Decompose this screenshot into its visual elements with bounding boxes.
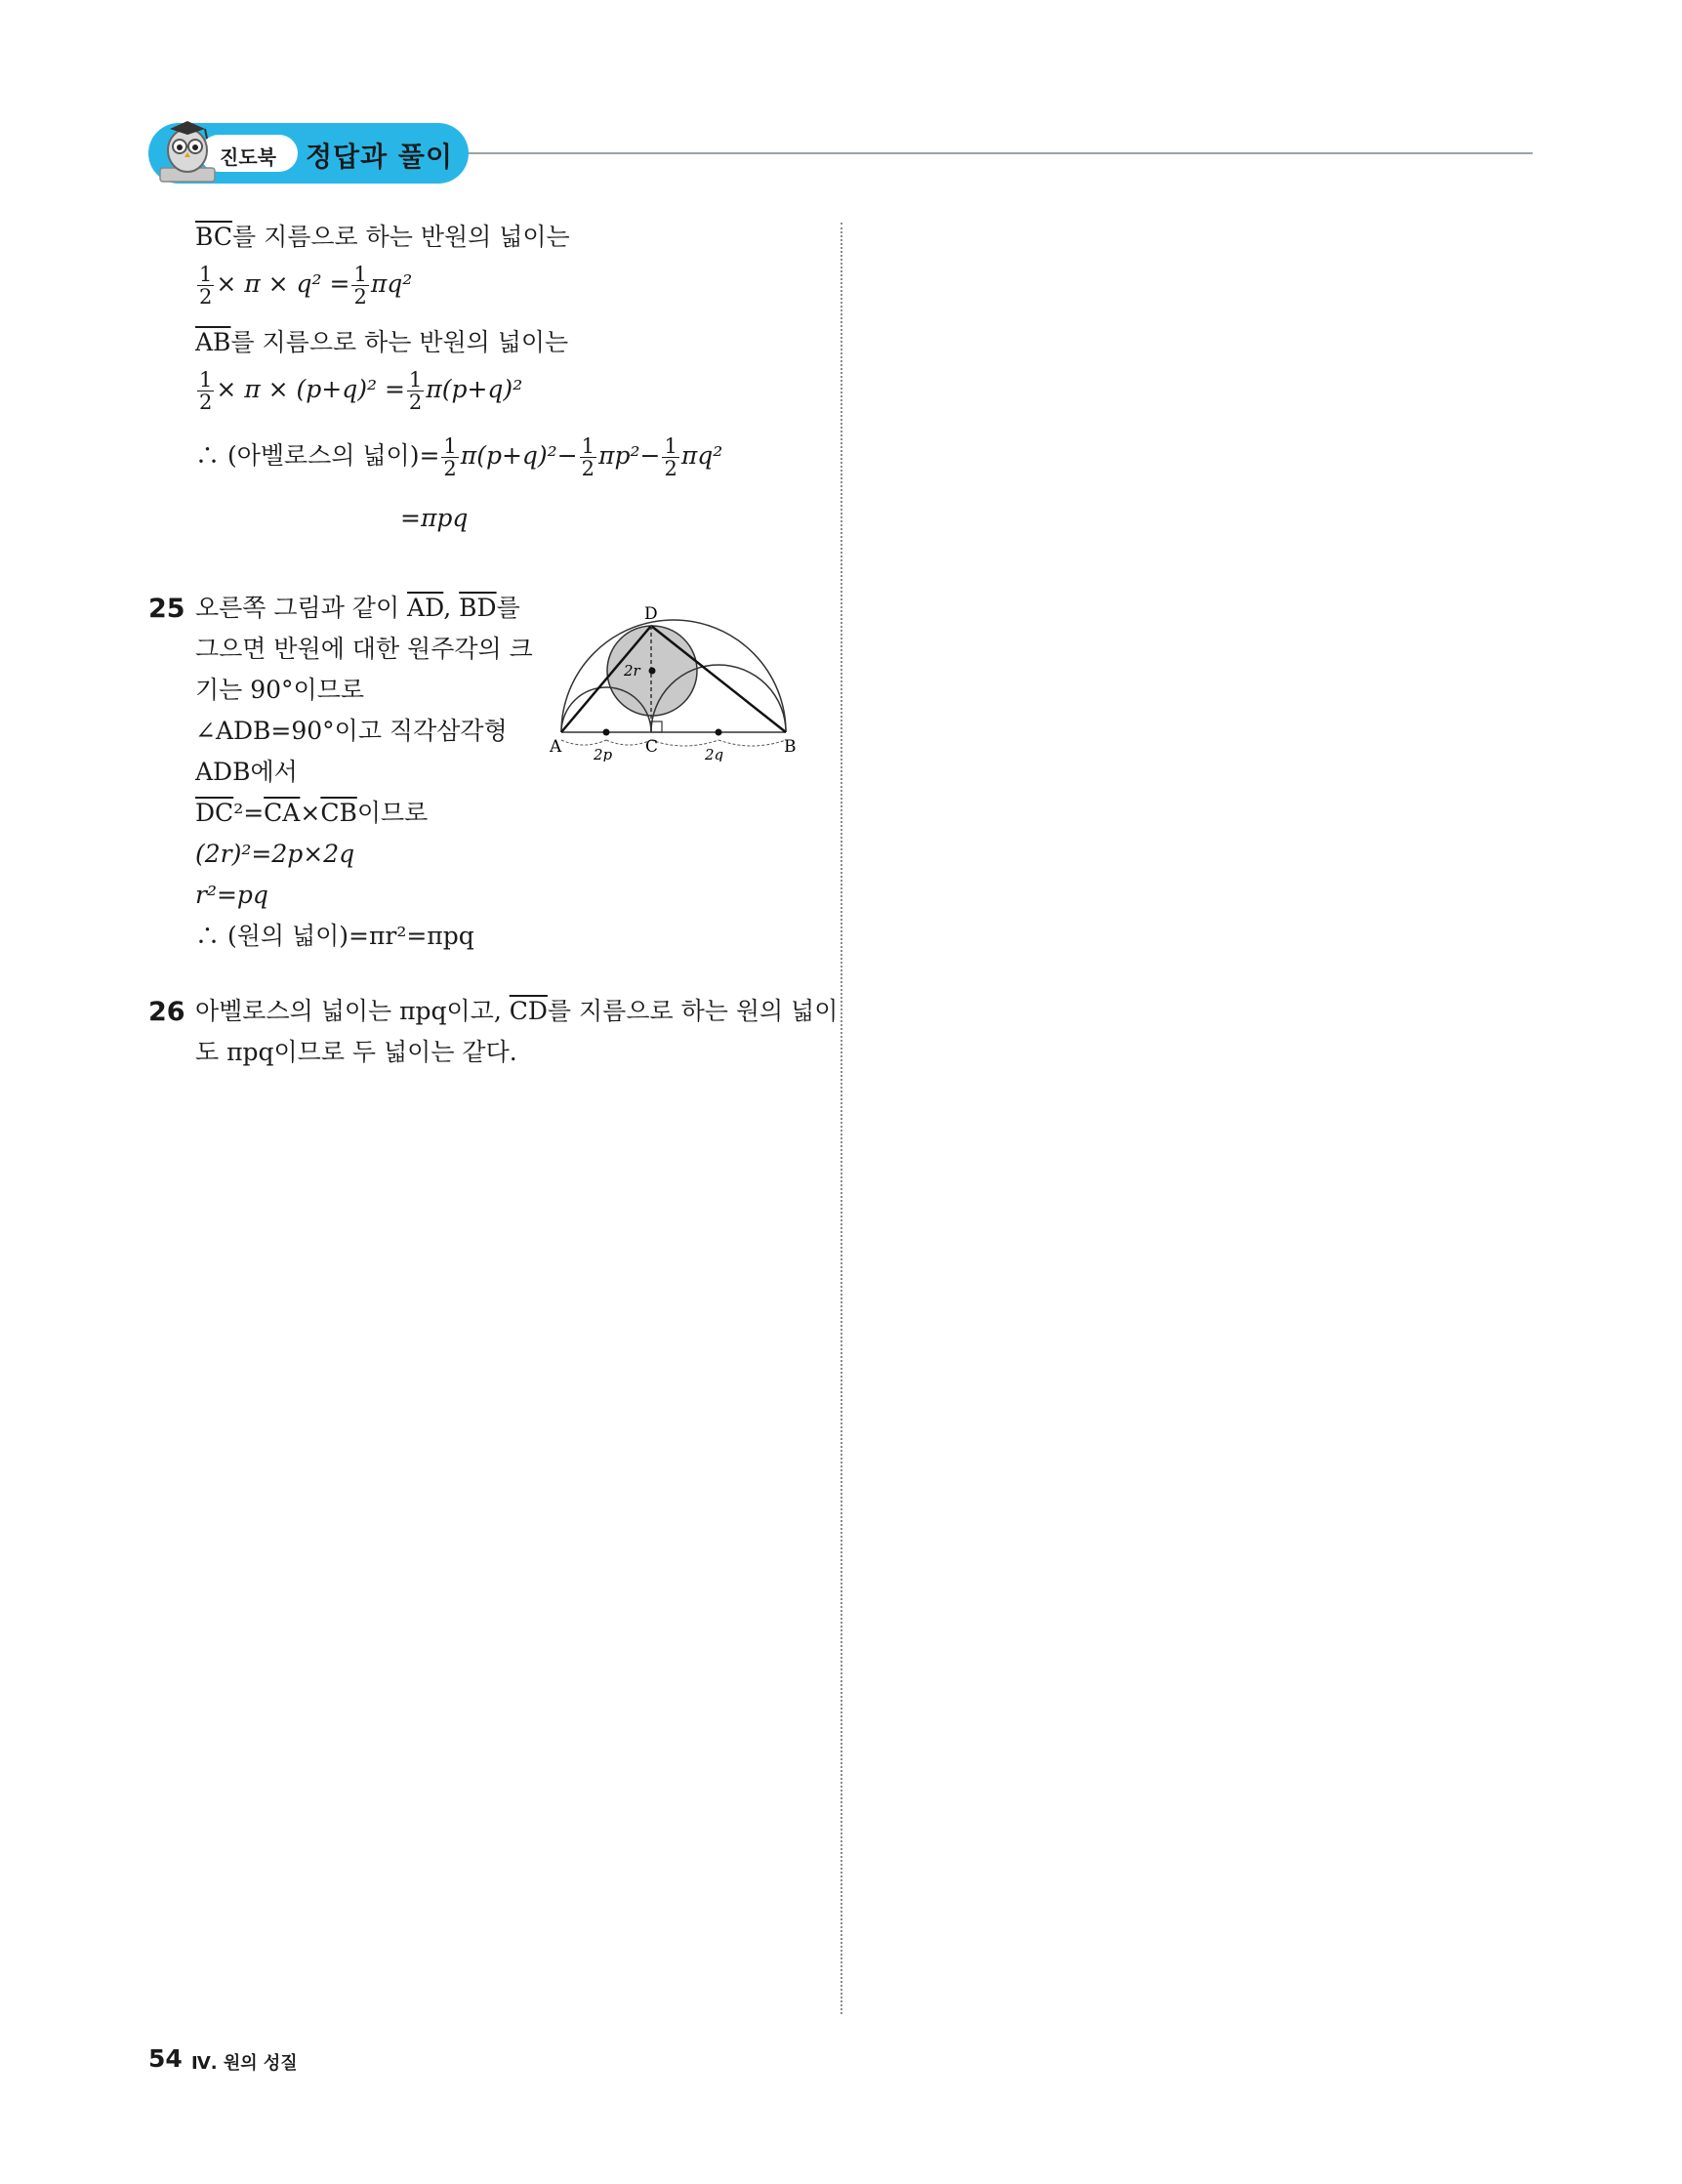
segment-ca: $\overline{CA}$	[264, 799, 301, 827]
q25-line6	[195, 801, 428, 825]
left-center-dot	[603, 729, 610, 736]
s24-eq3-prefix: ∴ (아벨로스의 넓이)=	[195, 441, 440, 471]
q25-line1-c: 를	[496, 594, 520, 622]
chapter-label: Ⅳ. 원의 성질	[191, 2053, 298, 2074]
segment-cb: $\overline{CB}$	[320, 799, 357, 827]
owl-mascot-icon	[156, 117, 219, 187]
fraction-half: $\frac{1}{2}$	[199, 263, 213, 309]
q25-line3: 기는 90°이므로	[195, 676, 365, 704]
label-2q: 2q	[705, 746, 724, 762]
q25-line5: ADB에서	[195, 758, 298, 786]
s24-line3	[195, 330, 568, 354]
column-divider	[841, 223, 842, 2014]
s24-eq3-term1: π(p+q)²−	[460, 441, 578, 471]
s24-eq2-left: × π × (p+q)² =	[216, 375, 405, 404]
segment-dc: $\overline{DC}$	[195, 799, 234, 827]
q25-line1-a: 오른쪽 그림과 같이	[195, 594, 408, 622]
segment-ad: $\overline{AD}$	[407, 594, 444, 622]
fraction-half: $\frac{1}{2}$	[443, 434, 457, 481]
q25-line1	[195, 596, 520, 620]
question-number-25: 25	[148, 594, 185, 624]
fraction-half: $\frac{1}{2}$	[581, 434, 595, 481]
right-center-dot	[716, 729, 722, 736]
label-c: C	[645, 737, 659, 757]
q25-line6-a: ²=	[233, 799, 265, 827]
fraction-half: $\frac{1}{2}$	[353, 263, 367, 309]
s24-line3-text: 를 지름으로 하는 반원의 넓이는	[230, 328, 569, 356]
q26-line1	[195, 999, 838, 1023]
s24-eq2	[195, 369, 522, 413]
q25-line4: ∠ADB=90°이고 직각삼각형	[195, 717, 508, 745]
label-b: B	[784, 737, 797, 757]
s24-eq3-term3: πq²	[680, 441, 723, 471]
header-title: 정답과 풀이	[306, 141, 453, 173]
q25-line6-b: ×	[300, 799, 321, 827]
segment-ab: $\overline{AB}$	[195, 328, 231, 356]
q25-line8: r²=pq	[195, 881, 268, 909]
q25-line9: ∴ (원의 넓이)=πr²=πpq	[195, 922, 474, 950]
fraction-half: $\frac{1}{2}$	[664, 434, 677, 481]
s24-line1	[195, 225, 570, 249]
label-d: D	[644, 604, 658, 624]
q25-line7: (2r)²=2p×2q	[195, 840, 355, 868]
arbelos-figure	[547, 594, 800, 762]
q26-line2: 도 πpq이므로 두 넓이는 같다.	[195, 1038, 517, 1066]
label-2r: 2r	[624, 662, 640, 680]
s24-eq1-right: πq²	[370, 269, 413, 299]
s24-eq3-term2: πp²−	[598, 441, 661, 471]
right-angle-mark	[651, 721, 662, 732]
s24-line1-text: 를 지름으로 하는 반원의 넓이는	[231, 223, 570, 251]
segment-cd: $\overline{CD}$	[509, 997, 548, 1025]
s24-eq1	[195, 264, 412, 308]
label-2p: 2p	[594, 746, 613, 762]
segment-bc: $\overline{BC}$	[195, 223, 232, 251]
page-number: 54	[148, 2044, 183, 2073]
q25-line2: 그으면 반원에 대한 원주각의 크	[195, 635, 533, 663]
fraction-half: $\frac{1}{2}$	[408, 368, 423, 415]
circle-center-dot	[649, 668, 656, 675]
s24-eq2-right: π(p+q)²	[426, 375, 523, 404]
label-a: A	[550, 737, 562, 757]
fraction-half: $\frac{1}{2}$	[199, 368, 213, 415]
segment-bd: $\overline{BD}$	[459, 594, 497, 622]
q26-line1-a: 아벨로스의 넓이는 πpq이고,	[195, 997, 510, 1025]
header-book-label: 진도북	[220, 145, 276, 169]
question-number-26: 26	[148, 997, 185, 1027]
s24-eq1-left: × π × q² =	[216, 269, 350, 299]
s24-eq3	[195, 435, 722, 479]
q26-line1-b: 를 지름으로 하는 원의 넓이	[547, 997, 839, 1025]
s24-eq4: =πpq	[400, 504, 469, 532]
header-rule	[439, 152, 1533, 154]
q25-line6-c: 이므로	[356, 799, 429, 827]
q25-line1-b: ,	[443, 594, 460, 622]
